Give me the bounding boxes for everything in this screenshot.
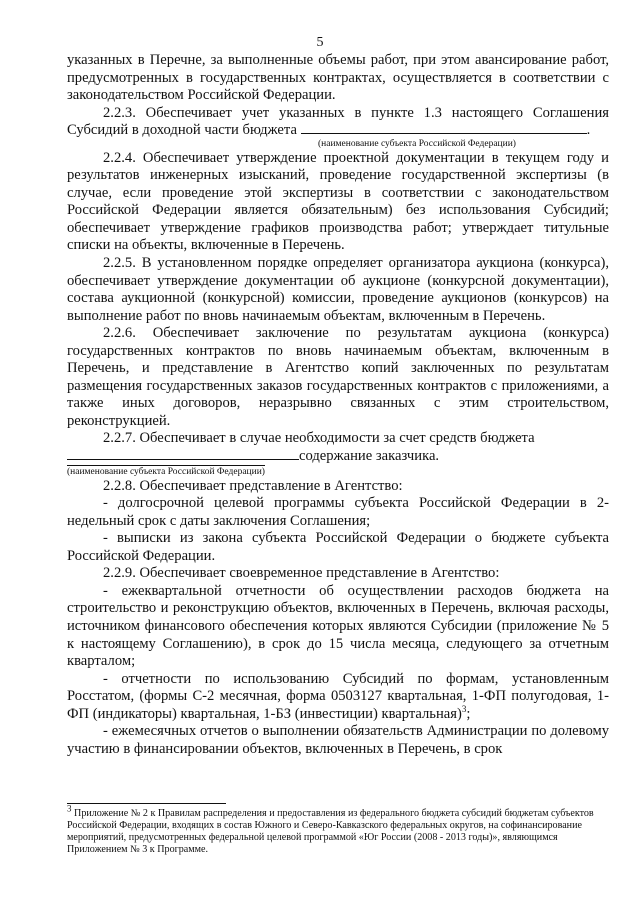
list-item-rosstat-end: ; xyxy=(466,705,471,722)
list-item-rosstat-text: - отчетности по использованию Субсидий по формам, установленным Росстатом, (формы С-2 месячная, форма 0503127 квартальная, 1-ФП полугодовая, 1-ФП (индикаторы) квартальная, 1-БЗ (инвестиции) квартальная) xyxy=(67,670,609,722)
paragraph-2-2-9: 2.2.9. Обеспечивает своевременное представление в Агентство: xyxy=(103,565,500,582)
footnote-ref: 3 xyxy=(461,703,467,714)
paragraph-2-2-5: 2.2.5. В установленном порядке определяет организатора аукциона (конкурса), обеспечивает утверждение документации об аукционе (конкурсной документации), состава аукционной (конкурсной) комиссии, проведение аукционов (конкурсов) на выполнение работ по вновь начинаемым объектам, включенным в Перечень. xyxy=(67,255,609,324)
paragraph-2-2-7-tail: содержание заказчика. xyxy=(299,448,440,465)
paragraph-2-2-7-line2 xyxy=(67,448,609,466)
footnote xyxy=(67,803,607,856)
list-item-program: - долгосрочной целевой программы субъекта Российской Федерации в 2-недельный срок с даты заключения Соглашения; xyxy=(67,495,609,529)
subject-name-blank-2 xyxy=(67,459,299,460)
subject-name-blank xyxy=(301,133,587,134)
list-item-monthly-report: - ежемесячных отчетов о выполнении обязательств Администрации по долевому участию в финансировании объектов, включенных в Перечень, в срок xyxy=(67,723,609,757)
subject-name-caption-2: (наименование субъекта Российской Федерации) xyxy=(67,466,265,477)
list-item-budget-law: - выписки из закона субъекта Российской Федерации о бюджете субъекта Российской Федерации. xyxy=(67,530,609,564)
paragraph-continuation: указанных в Перечне, за выполненные объемы работ, при этом авансирование работ, предусмотренных в государственных контрактах, осуществляется в соответствии с законодательством Российской Федерации. xyxy=(67,52,609,104)
paragraph-2-2-4: 2.2.4. Обеспечивает утверждение проектной документации в текущем году и результатов инженерных изысканий, проведение государственной экспертизы (в случае, если проведение этой экспертизы в соответствии с законодательством Российской Федерации является обязательным) без использования Субсидий; обеспечивает утверждение графиков производства работ; утверждает титульные списки на объекты, включенные в Перечень. xyxy=(67,149,609,254)
paragraph-2-2-3-period: . xyxy=(586,122,591,139)
list-item-rosstat-report xyxy=(67,671,609,724)
subject-name-caption-2-row xyxy=(67,466,609,478)
paragraph-2-2-3 xyxy=(67,105,609,140)
paragraph-2-2-7: 2.2.7. Обеспечивает в случае необходимости за счет средств бюджета xyxy=(103,430,535,447)
footnote-text: Приложение № 2 к Правилам распределения и предоставления из федерального бюджета субсидий бюджетам субъектов Российской Федерации, входящих в состав Южного и Северо-Кавказского федеральных округов, на софинансирование мероприятий, предусмотренных федеральной целевой программой «Юг России (2008 - 2013 годы)», являющимся Приложением № 3 к Программе. xyxy=(67,808,594,856)
list-item-quarterly-report: - ежеквартальной отчетности об осуществлении расходов бюджета на строительство и реконструкцию объектов, включенных в Перечень, включая расходы, источником финансового обеспечения которых являются Субсидии (приложение № 5 к настоящему Соглашению), в срок до 15 числа месяца, следующего за отчетным кварталом; xyxy=(67,582,609,670)
page-number: 5 xyxy=(316,35,324,50)
subject-name-caption: (наименование субъекта Российской Федерации) xyxy=(318,138,516,149)
footnote-mark: 3 xyxy=(67,803,72,814)
body-text xyxy=(67,52,609,758)
paragraph-2-2-8: 2.2.8. Обеспечивает представление в Агентство: xyxy=(103,477,403,494)
paragraph-2-2-3-text: 2.2.3. Обеспечивает учет указанных в пункте 1.3 настоящего Соглашения Субсидий в доходной части бюджета xyxy=(67,104,609,139)
paragraph-2-2-6: 2.2.6. Обеспечивает заключение по результатам аукциона (конкурса) государственных контрактов по вновь начинаемым объектам, включенным в Перечень, и представление в Агентство копий заключенных по результатам размещения государственных заказов государственных контрактов с приложениями, а также иных договоров, неразрывно связанных с этим строительством, реконструкцией. xyxy=(67,325,609,429)
footnote-divider xyxy=(67,803,226,804)
